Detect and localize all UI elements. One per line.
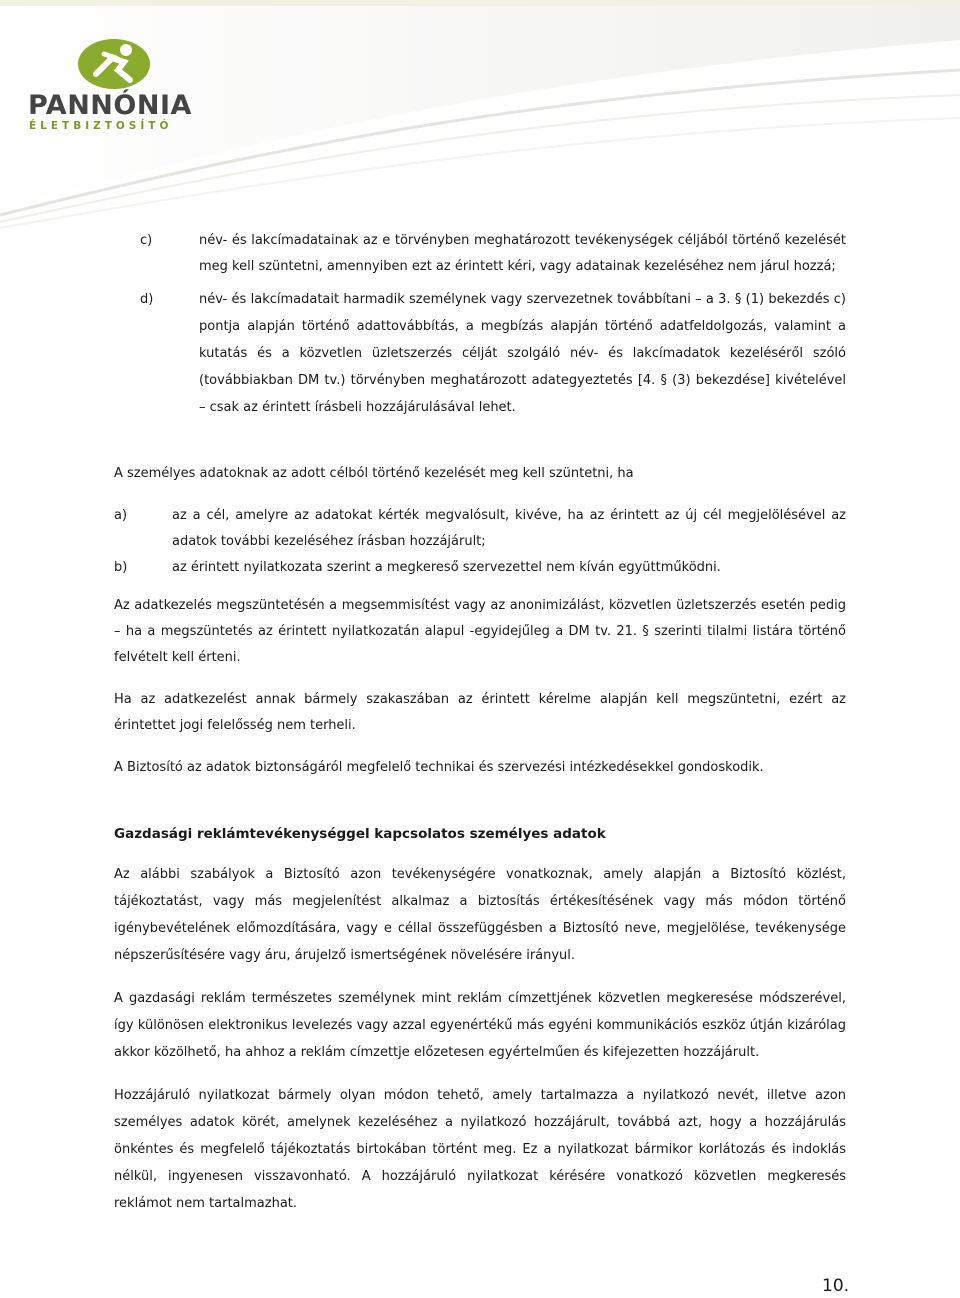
list-item-d xyxy=(140,286,846,421)
document-body xyxy=(114,228,846,1233)
paragraph: A Biztosító az adatok biztonságáról megfelelő technikai és szervezési intézkedésekkel gondoskodik. xyxy=(114,760,764,775)
logo-name: PANNÓNIA xyxy=(28,90,192,121)
list-item-text: név- és lakcímadatainak az e törvényben meghatározott tevékenységek céljából történő kezelését meg kell szüntetni, amennyiben ezt az érintett kéri, vagy adatainak kezeléséhez nem járul hozzá; xyxy=(199,233,846,274)
paragraph: Az adatkezelés megszüntetésén a megsemmisítést vagy az anonimizálást, közvetlen üzletszerzés esetén pedig – ha a megszüntetés az érintett nyilatkozatán alapul -egyidejűleg a DM tv. 21. § szerinti tilalmi listára történő felvételt kell érteni. xyxy=(114,598,846,665)
paragraph: Ha az adatkezelést annak bármely szakaszában az érintett kérelme alapján kell megszüntetni, ezért az érintettet jogi felelősség nem terheli. xyxy=(114,692,846,733)
list-item-a xyxy=(114,503,846,555)
paragraph: Hozzájáruló nyilatkozat bármely olyan módon tehető, amely tartalmazza a nyilatkozó nevét, illetve azon személyes adatok körét, amelynek kezeléséhez a nyilatkozó hozzájárult, továbbá azt, hogy a hozzájárulás önkéntes és megfelelő tájékoztatás birtokában történt meg. Ez a nyilatkozat bármikor korlátozás és indoklás nélkül, ingyenesen visszavonható. A hozzájáruló nyilatkozat kérésére vonatkozó közvetlen megkeresés reklámot nem tartalmazhat. xyxy=(114,1088,846,1211)
deletion-conditions-list xyxy=(114,503,846,581)
list-item-c xyxy=(140,228,846,280)
logo-subtitle: ÉLETBIZTOSÍTÓ xyxy=(29,120,173,132)
list-item-text: az a cél, amelyre az adatokat kérték megvalósult, kivéve, ha az érintett az új cél megjelölésével az adatok további kezeléséhez írásban hozzájárult; xyxy=(172,508,846,549)
list-item-text: az érintett nyilatkozata szerint a megkereső szervezettel nem kíván együttműködni. xyxy=(172,560,721,575)
company-logo xyxy=(28,36,193,136)
page-number: 10. xyxy=(822,1276,850,1296)
list-marker: b) xyxy=(114,560,128,575)
list-marker: c) xyxy=(140,233,153,248)
paragraph: A gazdasági reklám természetes személynek mint reklám címzettjének közvetlen megkeresése módszerével, így különösen elektronikus levelezés vagy azzal egyenértékű más egyéni kommunikációs eszköz útján kizárólag akkor közölhető, ha ahhoz a reklám címzettje előzetesen egyértelműen és kifejezetten hozzájárult. xyxy=(114,991,846,1060)
list-item-b xyxy=(114,555,846,581)
list-marker: d) xyxy=(140,292,154,307)
section-heading: Gazdasági reklámtevékenységgel kapcsolatos személyes adatok xyxy=(114,826,606,842)
intro-paragraph: A személyes adatoknak az adott célból történő kezelését meg kell szüntetni, ha xyxy=(114,466,634,481)
paragraph: Az alábbi szabályok a Biztosító azon tevékenységére vonatkoznak, amely alapján a Biztosító közlést, tájékoztatást, vagy más megjelenítést alkalmaz a biztosítás értékesítésének vagy más módon történő igénybevételének előmozdítására, vagy e céllal összefüggésben a Biztosító neve, megjelölése, tevékenysége népszerűsítésére vagy áru, árujelző ismertségének növelésére irányul. xyxy=(114,867,846,963)
list-item-text: név- és lakcímadatait harmadik személynek vagy szervezetnek továbbítani – a 3. § (1) bekezdés c) pontja alapján történő adattovábbítás, a megbízás alapján történő adatfeldolgozás, valamint a kutatás és a közvetlen üzletszerzés célját szolgáló név- és lakcímadatok kezeléséről szóló (továbbiakban DM tv.) törvényben meghatározott adategyeztetés [4. § (3) bekezdése] kivételével – csak az érintett írásbeli hozzájárulásával lehet. xyxy=(199,292,846,415)
list-marker: a) xyxy=(114,508,128,523)
runner-icon xyxy=(74,36,154,92)
